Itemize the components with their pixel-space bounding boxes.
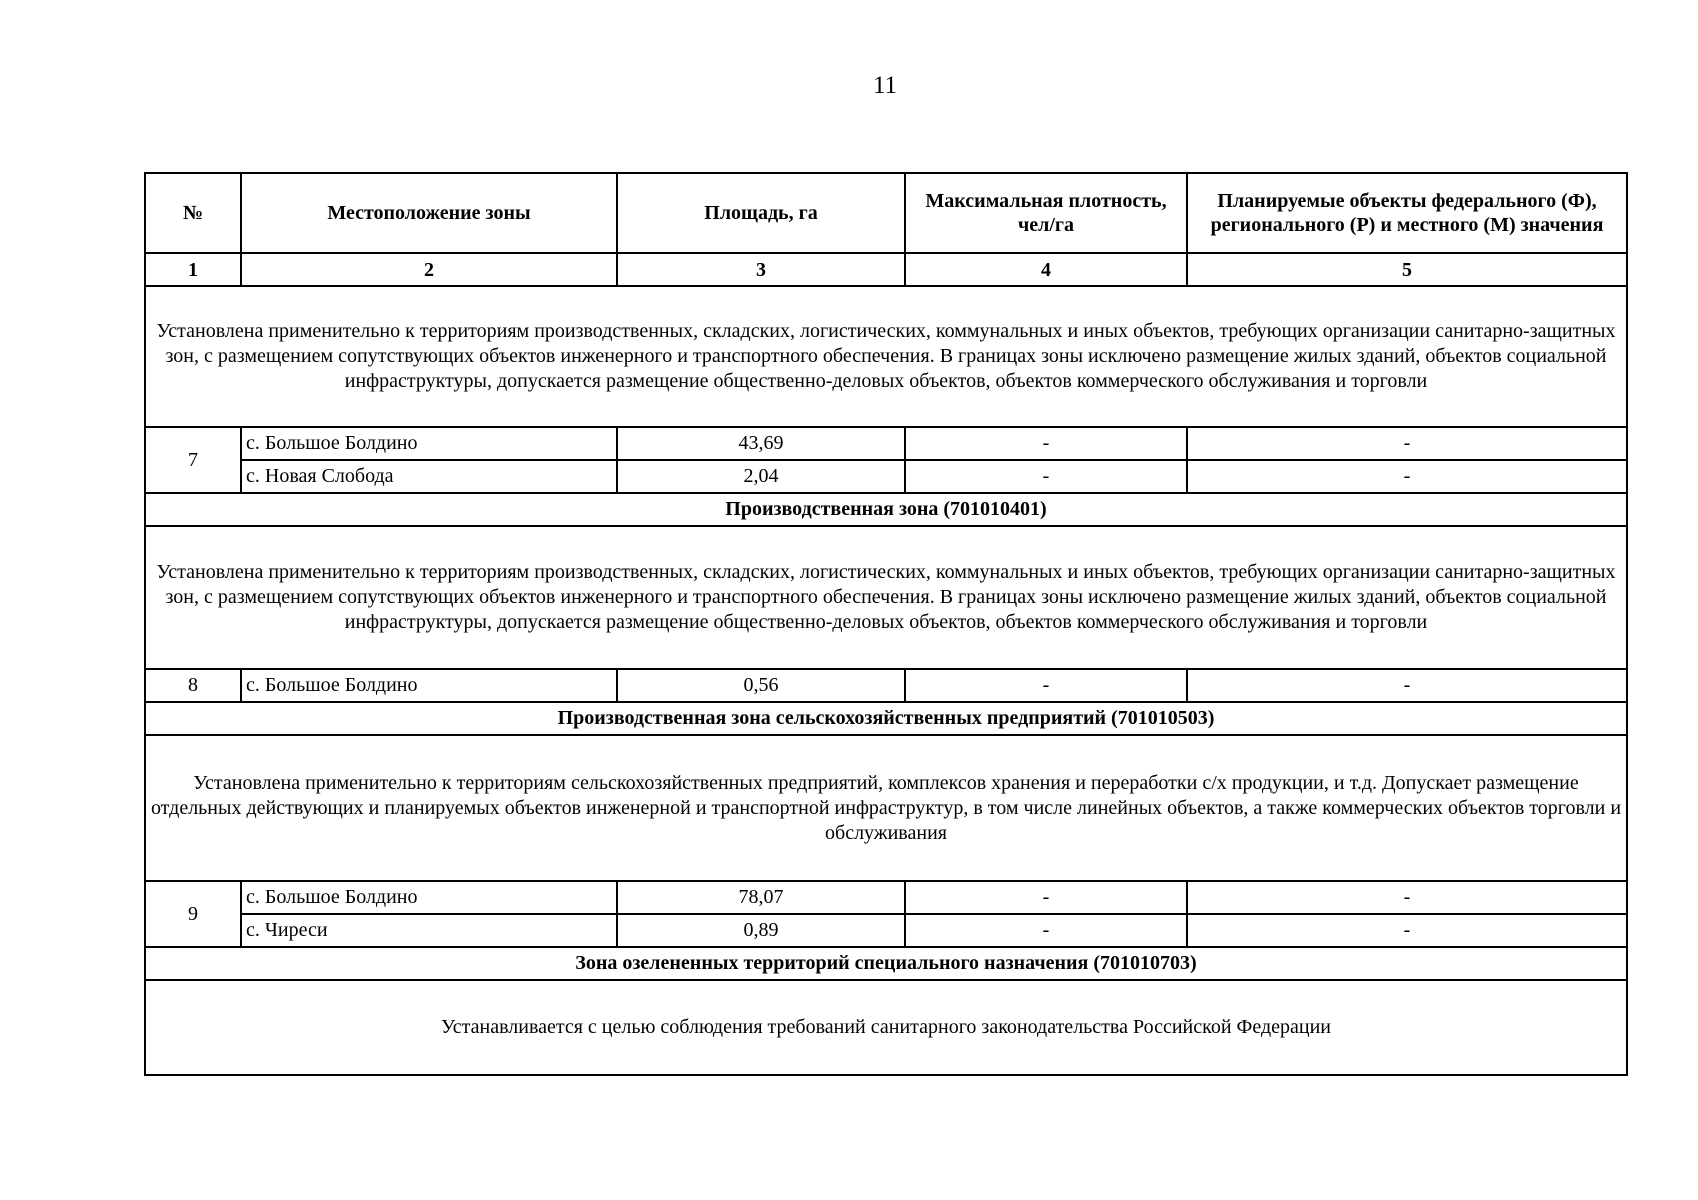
zone-description: Установлена применительно к территориям сельскохозяйственных предприятий, комплексов хранения и переработки с/х продукции, и т.д. Допускает размещение отдельных действующих и планируемых объектов инженерной и транспортной инфраструктур, в том числе линейных объектов, а также коммерческих объектов торговли и обслуживания <box>145 735 1627 881</box>
page-number: 11 <box>872 72 898 99</box>
zone-title: Производственная зона сельскохозяйственных предприятий (701010503) <box>145 702 1627 735</box>
zone-description-row <box>145 526 1627 669</box>
density-cell: - <box>905 914 1187 947</box>
planned-objects-cell: - <box>1187 427 1627 460</box>
zone-description: Устанавливается с целью соблюдения требований санитарного законодательства Российской Федерации <box>145 980 1627 1075</box>
planned-objects-cell: - <box>1187 914 1627 947</box>
density-cell: - <box>905 669 1187 702</box>
area-cell: 43,69 <box>617 427 905 460</box>
density-cell: - <box>905 427 1187 460</box>
zone-title: Производственная зона (701010401) <box>145 493 1627 526</box>
row-number: 9 <box>145 881 241 947</box>
table-row <box>145 914 1627 947</box>
header-number: № <box>145 173 241 253</box>
zone-description-row <box>145 980 1627 1075</box>
density-cell: - <box>905 881 1187 914</box>
location-cell: с. Большое Болдино <box>241 669 617 702</box>
row-number: 8 <box>145 669 241 702</box>
table-row <box>145 881 1627 914</box>
table-row <box>145 669 1627 702</box>
location-cell: с. Новая Слобода <box>241 460 617 493</box>
zones-table <box>144 172 1628 1076</box>
column-number: 5 <box>1187 253 1627 286</box>
zone-title-row <box>145 702 1627 735</box>
table-row <box>145 460 1627 493</box>
header-density: Максимальная плотность, чел/га <box>905 173 1187 253</box>
zone-description-row <box>145 735 1627 881</box>
location-cell: с. Чиреси <box>241 914 617 947</box>
column-number: 4 <box>905 253 1187 286</box>
zone-title-row <box>145 947 1627 980</box>
area-cell: 0,89 <box>617 914 905 947</box>
header-area: Площадь, га <box>617 173 905 253</box>
planned-objects-cell: - <box>1187 881 1627 914</box>
planned-objects-cell: - <box>1187 460 1627 493</box>
header-row <box>145 173 1627 253</box>
column-number: 1 <box>145 253 241 286</box>
location-cell: с. Большое Болдино <box>241 427 617 460</box>
planned-objects-cell: - <box>1187 669 1627 702</box>
location-cell: с. Большое Болдино <box>241 881 617 914</box>
column-numbers-row <box>145 253 1627 286</box>
area-cell: 78,07 <box>617 881 905 914</box>
area-cell: 0,56 <box>617 669 905 702</box>
density-cell: - <box>905 460 1187 493</box>
zone-title-row <box>145 493 1627 526</box>
zone-description: Установлена применительно к территориям производственных, складских, логистических, коммунальных и иных объектов, требующих организации санитарно-защитных зон, с размещением сопутствующих объектов инженерного и транспортного обеспечения. В границах зоны исключено размещение жилых зданий, объектов социальной инфраструктуры, допускается размещение общественно-деловых объектов, объектов коммерческого обслуживания и торговли <box>145 526 1627 669</box>
header-location: Местоположение зоны <box>241 173 617 253</box>
zone-description-row <box>145 286 1627 427</box>
table-row <box>145 427 1627 460</box>
column-number: 3 <box>617 253 905 286</box>
header-planned-objects: Планируемые объекты федерального (Ф), регионального (Р) и местного (М) значения <box>1187 173 1627 253</box>
column-number: 2 <box>241 253 617 286</box>
zone-title: Зона озелененных территорий специального назначения (701010703) <box>145 947 1627 980</box>
row-number: 7 <box>145 427 241 493</box>
zone-description: Установлена применительно к территориям производственных, складских, логистических, коммунальных и иных объектов, требующих организации санитарно-защитных зон, с размещением сопутствующих объектов инженерного и транспортного обеспечения. В границах зоны исключено размещение жилых зданий, объектов социальной инфраструктуры, допускается размещение общественно-деловых объектов, объектов коммерческого обслуживания и торговли <box>145 286 1627 427</box>
area-cell: 2,04 <box>617 460 905 493</box>
